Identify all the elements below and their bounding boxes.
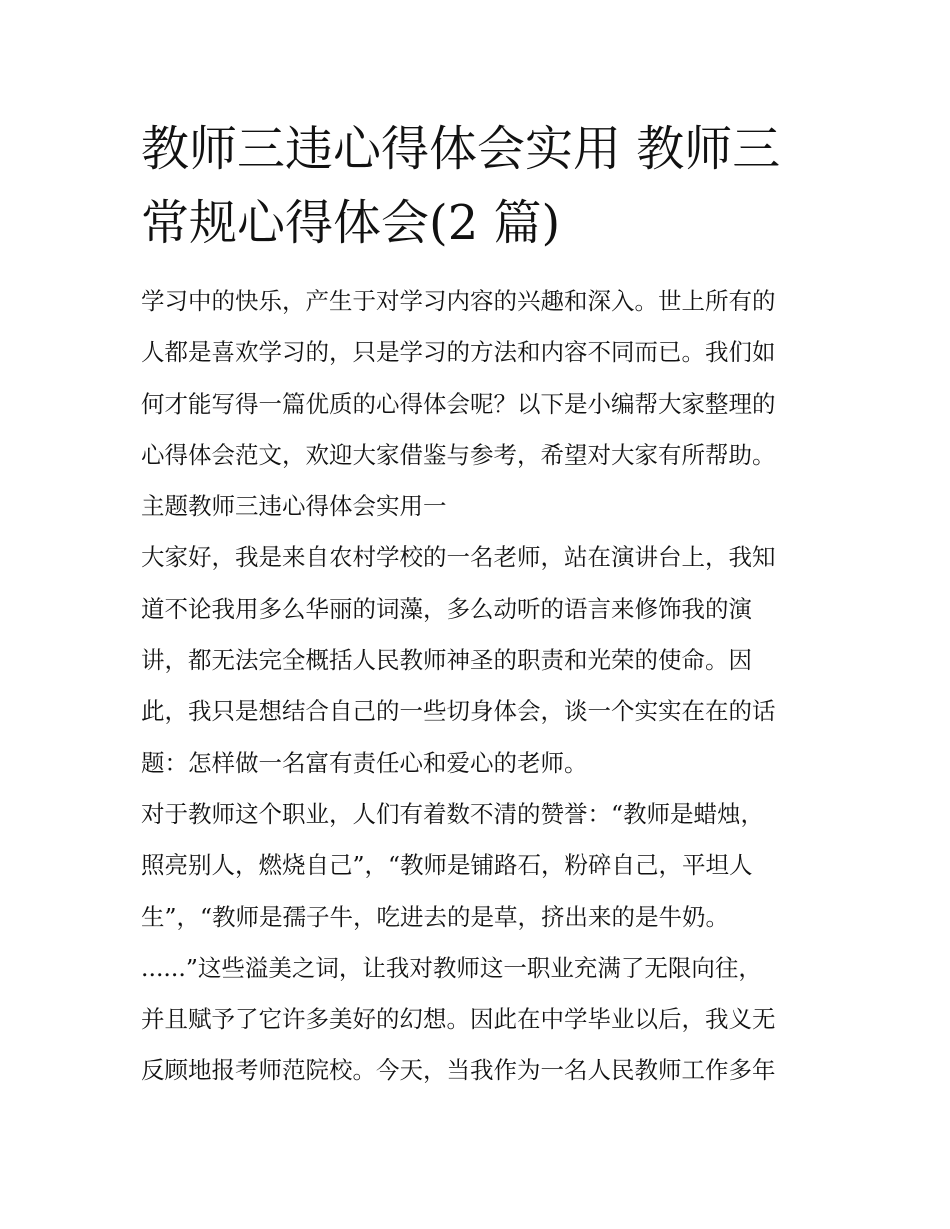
text-line: 学习中的快乐，产生于对学习内容的兴趣和深入。世上所有的	[141, 287, 776, 315]
title-line: 常规心得体会(2 篇)	[141, 195, 561, 251]
document-body	[141, 112, 813, 1097]
text-line: 讲，都无法完全概括人民教师神圣的职责和光荣的使命。因	[141, 646, 752, 675]
section-heading	[141, 481, 813, 532]
body-paragraph	[141, 532, 813, 788]
text-line: 道不论我用多么华丽的词藻，多么动听的语言来修饰我的演	[141, 594, 752, 623]
text-line: 并且赋予了它许多美好的幻想。因此在中学毕业以后，我义无	[141, 1005, 776, 1034]
text-line: 大家好，我是来自农村学校的一名老师，站在演讲台上，我知	[141, 543, 776, 572]
text-line: 心得体会范文，欢迎大家借鉴与参考，希望对大家有所帮助。	[141, 440, 776, 469]
text-line: 对于教师这个职业，人们有着数不清的赞誉：“教师是蜡烛，	[141, 799, 765, 828]
text-line: 照亮别人，燃烧自己”，“教师是铺路石，粉碎自己，平坦人	[141, 851, 753, 880]
title-line: 教师三违心得体会实用 教师三	[141, 121, 781, 177]
intro-paragraph	[141, 276, 813, 481]
document-title	[141, 112, 813, 260]
text-line: 反顾地报考师范院校。今天，当我作为一名人民教师工作多年	[141, 1056, 776, 1085]
text-line: 生”，“教师是孺子牛，吃进去的是草，挤出来的是牛奶。	[141, 902, 730, 931]
text-line: 主题教师三违心得体会实用一	[141, 492, 447, 521]
text-line: 此，我只是想结合自己的一些切身体会，谈一个实实在在的话	[141, 697, 776, 726]
text-line: 人都是喜欢学习的，只是学习的方法和内容不同而已。我们如	[141, 338, 776, 367]
text-line: 题：怎样做一名富有责任心和爱心的老师。	[141, 748, 588, 777]
text-line: 何才能写得一篇优质的心得体会呢？以下是小编帮大家整理的	[141, 389, 776, 418]
text-line: ......”这些溢美之词，让我对教师这一职业充满了无限向往，	[141, 953, 762, 982]
body-paragraph	[141, 789, 813, 1097]
